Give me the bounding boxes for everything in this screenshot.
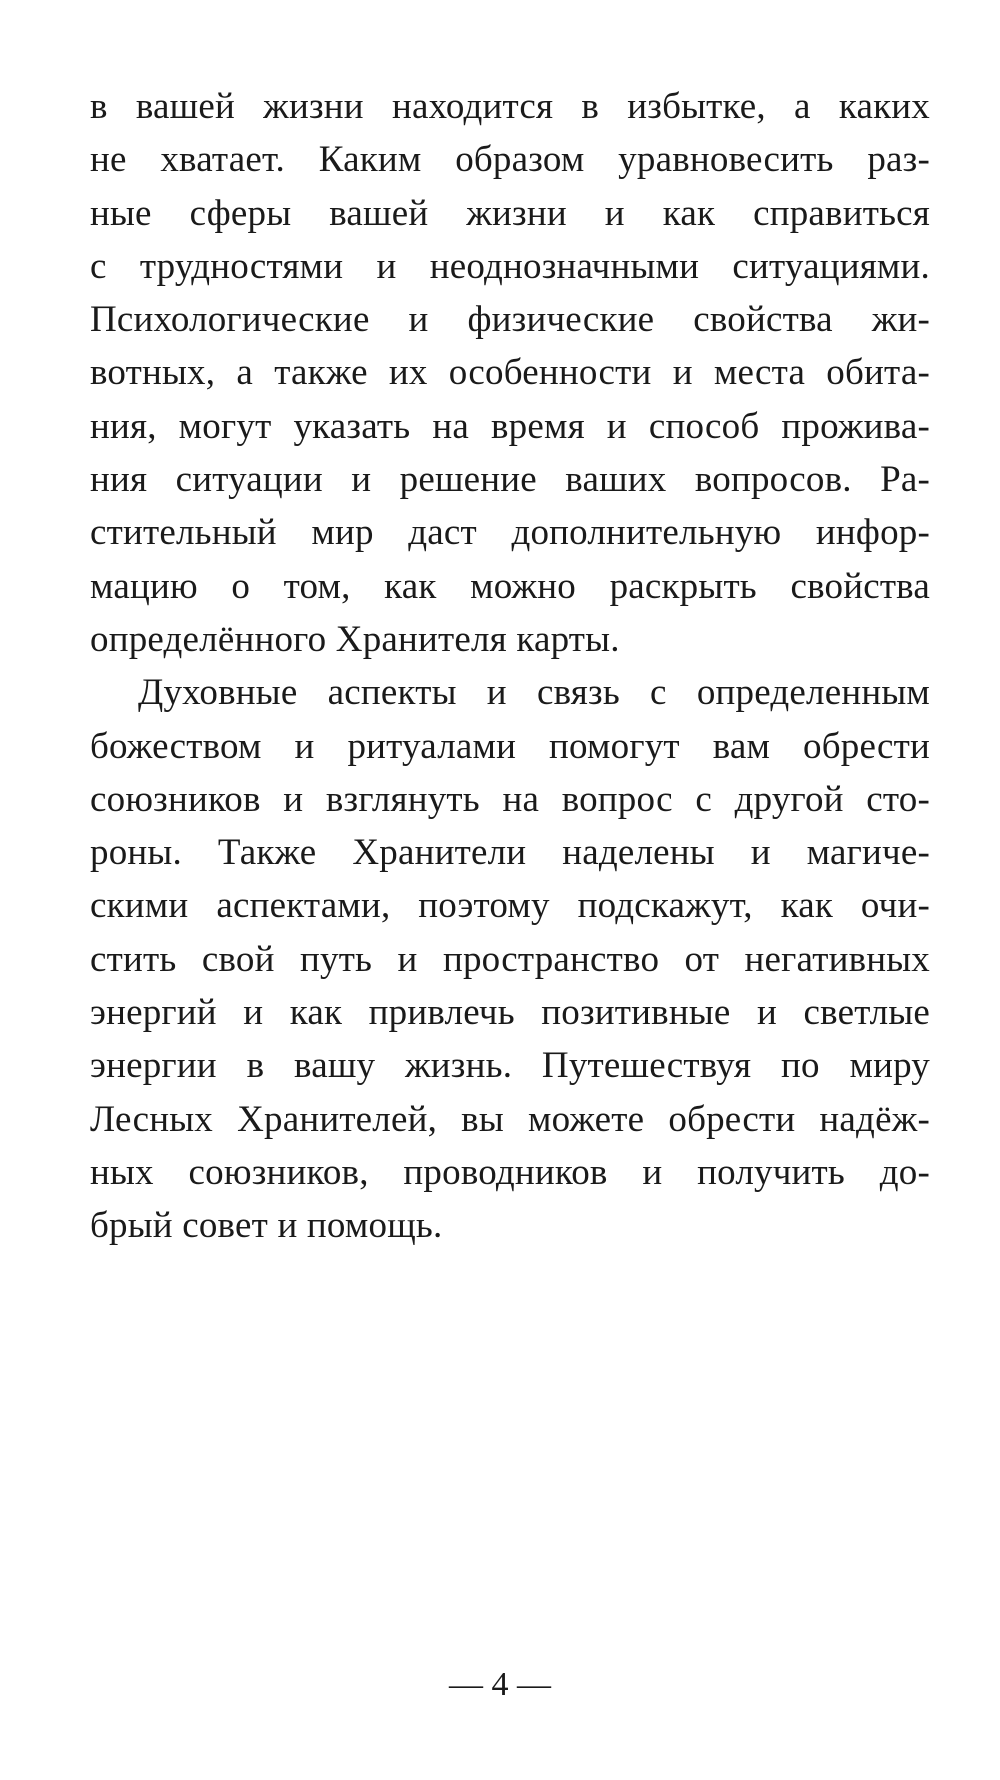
text-line: ния ситуации и решение ваших вопросов. Ра- <box>90 459 930 501</box>
text-line: вотных, а также их особенности и места обита- <box>90 352 930 394</box>
text-line: ния, могут указать на время и способ прожива- <box>90 405 930 447</box>
text-line: скими аспектами, поэтому подскажут, как очи- <box>90 885 930 927</box>
text-line: Лесных Хранителей, вы можете обрести надёж- <box>90 1098 930 1140</box>
body-text <box>90 80 930 1253</box>
text-line: стить свой путь и пространство от негативных <box>90 938 930 980</box>
text-line: не хватает. Каким образом уравновесить раз- <box>90 139 930 181</box>
text-line: союзников и взглянуть на вопрос с другой сто- <box>90 778 930 820</box>
text-line: энергии в вашу жизнь. Путешествуя по миру <box>90 1045 930 1087</box>
text-line: стительный мир даст дополнительную инфор- <box>90 512 930 554</box>
text-line: божеством и ритуалами помогут вам обрести <box>90 725 930 767</box>
page-number: — 4 — <box>449 1666 551 1703</box>
text-line: мацию о том, как можно раскрыть свойства <box>90 565 930 607</box>
text-line: Духовные аспекты и связь с определенным <box>138 672 930 714</box>
text-line: в вашей жизни находится в избытке, а каких <box>90 86 930 127</box>
text-line: с трудностями и неоднозначными ситуациями. <box>90 245 930 287</box>
text-line: роны. Также Хранители наделены и магиче- <box>90 832 930 874</box>
text-line: ные сферы вашей жизни и как справиться <box>90 192 930 234</box>
text-line: ных союзников, проводников и получить до- <box>90 1151 930 1193</box>
text-line: энергий и как привлечь позитивные и светлые <box>90 992 930 1034</box>
text-line: брый совет и помощь. <box>90 1205 443 1247</box>
text-line: определённого Хранителя карты. <box>90 618 620 660</box>
text-line: Психологические и физические свойства жи- <box>90 299 930 341</box>
